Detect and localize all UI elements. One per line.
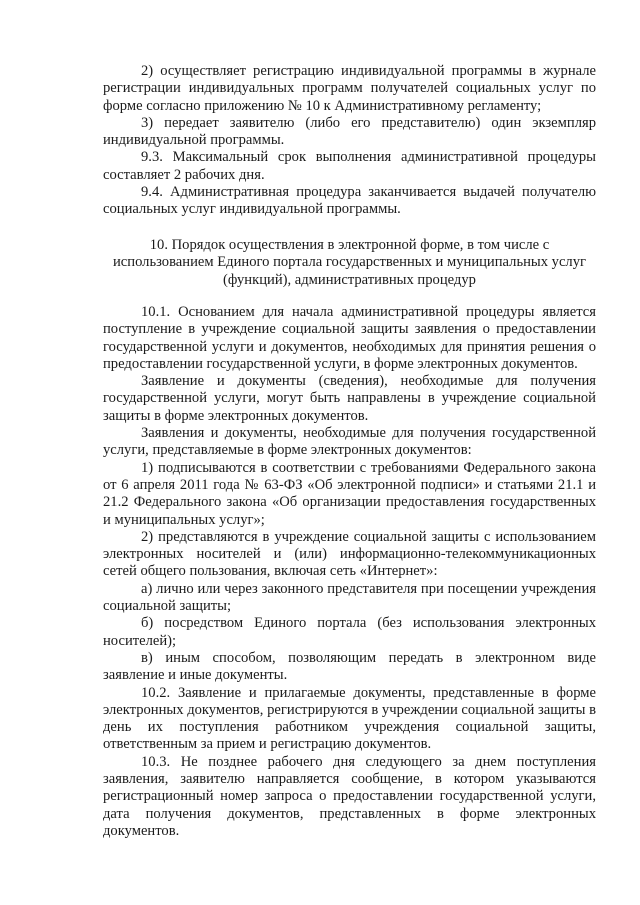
- paragraph-9-2-item-2: 2) осуществляет регистрацию индивидуальной программы в журнале регистрации индивидуальных программ получателей социальных услуг по форме согласно приложению № 10 к Административному регламенту;: [103, 63, 596, 114]
- text-block-section-10: [103, 304, 596, 840]
- section-heading-line-3: (функций), административных процедур: [223, 271, 476, 288]
- paragraph-10-1-item-1: 1) подписываются в соответствии с требованиями Федерального закона от 6 апреля 2011 года № 63-ФЗ «Об электронной подписи» и статьями 21.1 и 21.2 Федерального закона «Об организации предоставления государственных и муниципальных услуг»;: [103, 459, 596, 528]
- paragraph-9-2-item-3: 3) передает заявителю (либо его представителю) один экземпляр индивидуальной программы.: [103, 114, 596, 149]
- paragraph-10-1: 10.1. Основанием для начала административной процедуры является поступление в учреждение социальной защиты заявления о предоставлении государственной услуги и документов, необходимых для принятия решения о предоставлении государственной услуги, в форме электронных документов.: [103, 304, 596, 372]
- paragraph-10-1-item-2: 2) представляются в учреждение социальной защиты с использованием электронных носителей и (или) информационно-телекоммуникационных сетей общего пользования, включая сеть «Интернет»:: [103, 528, 596, 580]
- paragraph-10-1-item-2-c: в) иным способом, позволяющим передать в электронном виде заявление и иные документы.: [103, 649, 596, 684]
- section-heading-line-1: 10. Порядок осуществления в электронной форме, в том числе с: [149, 237, 550, 253]
- section-heading-line-2: использованием Единого портала государственных и муниципальных услуг: [112, 254, 586, 271]
- paragraph-10-1-item-2-b: б) посредством Единого портала (без использования электронных носителей);: [103, 615, 596, 649]
- section-10-heading: [98, 237, 601, 289]
- paragraph-10-1-requirements-intro: Заявления и документы, необходимые для получения государственной услуги, представляемые в форме электронных документов:: [103, 425, 596, 459]
- paragraph-10-3: 10.3. Не позднее рабочего дня следующего за днем поступления заявления, заявителю направляется сообщение, в котором указываются регистрационный номер запроса о предоставлении государственной услуги, дата получения документов, представленных в форме электронных документов.: [103, 753, 596, 839]
- paragraph-10-1-item-2-a: а) лично или через законного представителя при посещении учреждения социальной защиты;: [103, 580, 596, 615]
- text-block-top: [103, 63, 596, 219]
- paragraph-10-2: 10.2. Заявление и прилагаемые документы, представленные в форме электронных документов, регистрируются в учреждении социальной защиты в день их поступления работником учреждения социальной защиты, ответственным за прием и регистрацию документов.: [103, 684, 596, 753]
- paragraph-10-1-electronic-submission: Заявление и документы (сведения), необходимые для получения государственной услуги, могут быть направлены в учреждение социальной защиты в форме электронных документов.: [103, 373, 596, 424]
- paragraph-9-3: 9.3. Максимальный срок выполнения административной процедуры составляет 2 рабочих дня.: [103, 149, 596, 183]
- paragraph-9-4: 9.4. Административная процедура заканчивается выдачей получателю социальных услуг индивидуальной программы.: [103, 184, 596, 218]
